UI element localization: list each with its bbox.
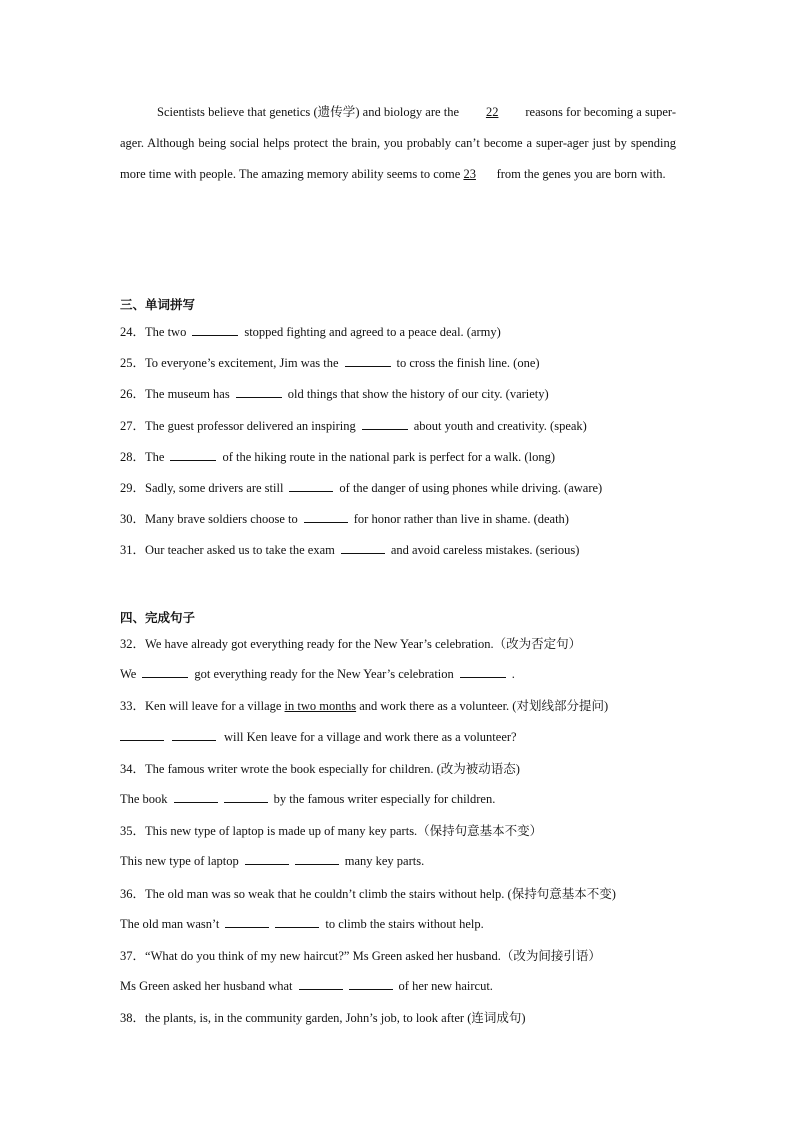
question-text: Sadly, some drivers are still — [145, 481, 284, 495]
answer-32 — [120, 665, 515, 682]
answer-text: will Ken leave for a village and work there as a volunteer? — [224, 730, 517, 744]
answer-blank[interactable] — [224, 790, 268, 803]
question-number: 37． — [120, 949, 146, 963]
answer-blank[interactable] — [289, 479, 333, 492]
answer-text: many key parts. — [344, 854, 425, 868]
answer-text: got everything ready for the New Year’s celebration — [194, 667, 454, 681]
answer-36 — [120, 915, 484, 932]
question-text: old things that show the history of our city. (variety) — [287, 387, 549, 401]
question-35 — [120, 821, 542, 839]
question-number: 38． — [120, 1011, 146, 1025]
question-text: We have already got everything ready for the New Year’s celebration.（改为否定句） — [145, 637, 582, 651]
question-number: 31． — [120, 543, 146, 557]
question-text: of the danger of using phones while driving. (aware) — [339, 481, 603, 495]
answer-blank[interactable] — [275, 915, 319, 928]
question-number: 30． — [120, 512, 146, 526]
question-33 — [120, 696, 608, 714]
passage-text-2: reasons for becoming a super-ager. Although being social helps protect the brain, you probably can’t become a super-ager just by spending more time with people. The amazing memory ability seems to come — [120, 105, 676, 181]
question-text: The museum has — [145, 387, 230, 401]
question-30 — [120, 509, 569, 527]
answer-blank[interactable] — [341, 541, 385, 554]
question-text: This new type of laptop is made up of many key parts.（保持句意基本不变） — [145, 824, 543, 838]
answer-blank[interactable] — [225, 915, 269, 928]
question-number: 27． — [120, 419, 146, 433]
answer-blank[interactable] — [304, 510, 348, 523]
question-text: The — [145, 450, 165, 464]
answer-text: . — [511, 667, 515, 681]
question-text: the plants, is, in the community garden, John’s job, to look after (连词成句) — [145, 1011, 526, 1025]
question-text: of the hiking route in the national park is perfect for a walk. (long) — [222, 450, 555, 464]
passage-text-3: from the genes you are born with. — [493, 167, 666, 181]
answer-text: The old man wasn’t — [120, 917, 220, 931]
question-text: The guest professor delivered an inspiring — [145, 419, 356, 433]
answer-text: The book — [120, 792, 168, 806]
question-text: “What do you think of my new haircut?” Ms Green asked her husband.（改为间接引语） — [145, 949, 601, 963]
question-number: 36． — [120, 887, 146, 901]
question-number: 28． — [120, 450, 146, 464]
question-number: 34． — [120, 762, 146, 776]
question-text: stopped fighting and agreed to a peace deal. (army) — [244, 325, 501, 339]
question-27 — [120, 416, 587, 434]
question-37 — [120, 946, 601, 964]
question-31 — [120, 540, 579, 558]
question-32 — [120, 634, 581, 652]
section-title-sentences: 四、完成句子 — [120, 610, 196, 625]
answer-blank[interactable] — [236, 385, 282, 398]
question-26 — [120, 384, 549, 402]
answer-blank[interactable] — [295, 852, 339, 865]
answer-35 — [120, 852, 424, 869]
question-number: 24． — [120, 325, 146, 339]
answer-blank[interactable] — [120, 728, 164, 741]
answer-text: of her new haircut. — [398, 979, 493, 993]
question-text: and avoid careless mistakes. (serious) — [390, 543, 580, 557]
answer-blank[interactable] — [192, 323, 238, 336]
blank-23[interactable]: 23 — [463, 167, 476, 181]
question-29 — [120, 478, 602, 496]
question-number: 29． — [120, 481, 146, 495]
question-text: To everyone’s excitement, Jim was the — [145, 356, 339, 370]
question-25 — [120, 353, 540, 371]
answer-blank[interactable] — [174, 790, 218, 803]
question-34 — [120, 759, 520, 777]
question-text: The old man was so weak that he couldn’t climb the stairs without help. (保持句意基本不变) — [145, 887, 616, 901]
answer-text: This new type of laptop — [120, 854, 239, 868]
question-text: Our teacher asked us to take the exam — [145, 543, 335, 557]
blank-22[interactable]: 22 — [485, 105, 499, 119]
answer-blank[interactable] — [345, 354, 391, 367]
answer-blank[interactable] — [349, 977, 393, 990]
question-number: 32． — [120, 637, 146, 651]
question-number: 25． — [120, 356, 146, 370]
question-24 — [120, 322, 501, 340]
answer-33 — [120, 728, 517, 745]
question-38 — [120, 1008, 526, 1026]
answer-blank[interactable] — [245, 852, 289, 865]
question-number: 35． — [120, 824, 146, 838]
answer-text: by the famous writer especially for children. — [273, 792, 496, 806]
question-text: The two — [145, 325, 187, 339]
answer-text: Ms Green asked her husband what — [120, 979, 293, 993]
underlined-phrase: in two months — [284, 699, 357, 713]
question-text: about youth and creativity. (speak) — [413, 419, 587, 433]
answer-blank[interactable] — [460, 665, 506, 678]
answer-text: to climb the stairs without help. — [325, 917, 484, 931]
passage-text-1: Scientists believe that genetics (遗传学) and biology are the — [157, 105, 463, 119]
answer-blank[interactable] — [172, 728, 216, 741]
answer-34 — [120, 790, 495, 807]
question-number: 26． — [120, 387, 146, 401]
answer-blank[interactable] — [142, 665, 188, 678]
passage-paragraph — [120, 97, 676, 190]
question-28 — [120, 447, 555, 465]
answer-blank[interactable] — [299, 977, 343, 990]
question-text: The famous writer wrote the book especially for children. (改为被动语态) — [145, 762, 520, 776]
question-text: and work there as a volunteer. (对划线部分提问) — [356, 699, 609, 713]
answer-text: We — [120, 667, 137, 681]
answer-blank[interactable] — [362, 417, 408, 430]
question-text: Ken will leave for a village — [145, 699, 285, 713]
question-36 — [120, 884, 616, 902]
question-text: to cross the finish line. (one) — [396, 356, 540, 370]
section-title-spelling: 三、单词拼写 — [120, 297, 196, 312]
answer-blank[interactable] — [170, 448, 216, 461]
question-text: for honor rather than live in shame. (death) — [353, 512, 569, 526]
question-text: Many brave soldiers choose to — [145, 512, 298, 526]
answer-37 — [120, 977, 493, 994]
question-number: 33． — [120, 699, 146, 713]
